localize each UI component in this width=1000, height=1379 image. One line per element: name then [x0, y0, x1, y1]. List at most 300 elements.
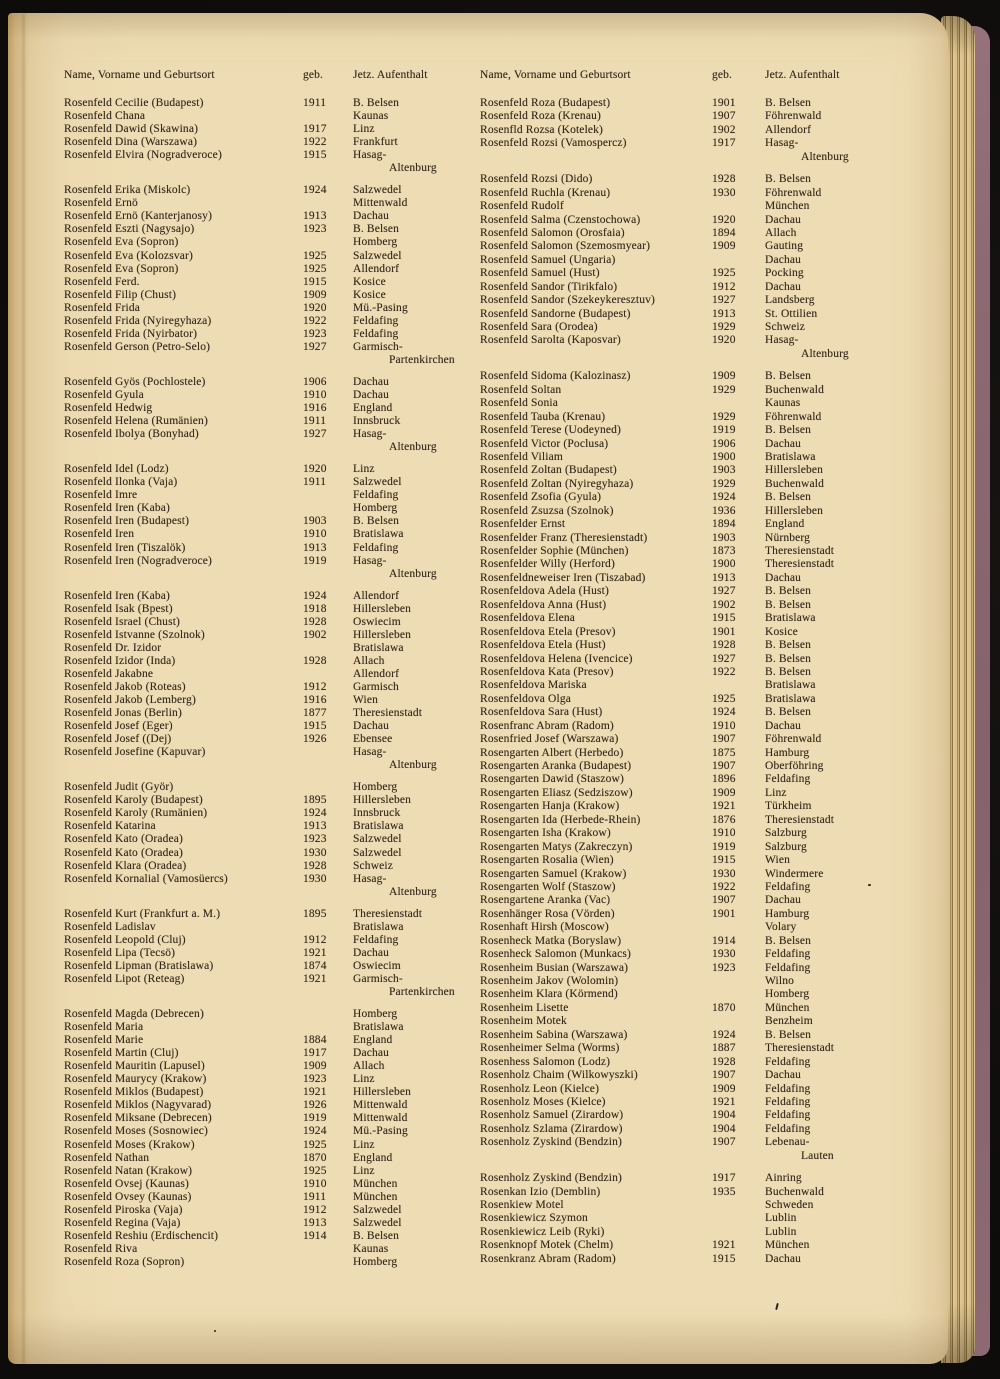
- registry-column-left: [64, 69, 476, 1278]
- name-cell: Rosenfeld Sandor (Tirikfalo): [480, 280, 618, 293]
- residence-cell: Dachau: [765, 719, 802, 732]
- name-cell: Rosenfeldova Anna (Hust): [480, 598, 607, 611]
- ink-speck: [214, 1330, 216, 1332]
- table-row: [480, 773, 888, 786]
- residence-cell: Bratislawa: [353, 641, 404, 654]
- geb-cell: 1903: [712, 531, 736, 544]
- name-cell: Rosenfeld Isak (Bpest): [64, 602, 173, 615]
- geb-cell: 1909: [712, 240, 736, 253]
- name-cell: Rosenfeldova Helena (Ivencice): [480, 652, 633, 665]
- name-cell: Rosenfeld Chana: [64, 110, 146, 123]
- residence-cell: Garmisch-: [353, 340, 403, 353]
- residence-cell: Feldafing: [765, 1095, 811, 1108]
- residence-cell: England: [353, 1034, 393, 1047]
- residence-cell: Hasag-: [353, 149, 387, 162]
- table-row: [480, 868, 888, 881]
- table-row: [480, 214, 888, 227]
- residence-cell: Garmisch-: [353, 972, 403, 985]
- geb-cell: 1919: [712, 840, 736, 853]
- table-row: [64, 1086, 476, 1099]
- table-row: [64, 276, 476, 289]
- residence-cell: Dachau: [765, 1069, 802, 1082]
- column-header: [480, 69, 888, 82]
- table-row: [480, 558, 888, 571]
- residence-cell: Buchenwald: [765, 477, 824, 490]
- name-cell: Rosenfeld Sandor (Szekeykeresztuv): [480, 294, 655, 307]
- name-cell: Rosenfeld Ilonka (Vaja): [64, 476, 178, 489]
- name-cell: Rosenfeld Sonia: [480, 397, 558, 410]
- geb-cell: 1912: [303, 933, 327, 946]
- name-cell: Rosenfeld Mauritin (Lapusel): [64, 1060, 205, 1073]
- residence-cell: Hillersleben: [765, 464, 824, 477]
- residence-cell: B. Belsen: [353, 223, 400, 236]
- geb-cell: 1924: [712, 706, 736, 719]
- table-row: [64, 197, 476, 210]
- residence-cell: Feldafing: [765, 1055, 811, 1068]
- name-cell: Rosengarten Wolf (Staszow): [480, 880, 616, 893]
- name-cell: Rosengarten Samuel (Krakow): [480, 867, 627, 880]
- residence-cell: Theresienstadt: [765, 813, 835, 826]
- geb-cell: 1920: [712, 334, 736, 347]
- name-cell: Rosenfeld Iren (Nogradveroce): [64, 554, 213, 567]
- table-row: [480, 626, 888, 639]
- table-row: [64, 376, 476, 389]
- geb-cell: 1921: [303, 1086, 327, 1099]
- table-row: [480, 1172, 888, 1185]
- residence-cell: Dachau: [765, 437, 802, 450]
- residence-cell: Lauten: [801, 1149, 834, 1162]
- geb-cell: 1903: [303, 515, 327, 528]
- name-cell: Rosenhaft Hirsh (Moscow): [480, 921, 609, 934]
- name-cell: Rosenfeld Lipot (Reteag): [64, 972, 185, 985]
- residence-cell: Lebenau-: [765, 1136, 810, 1149]
- name-cell: Rosenfeld Jonas (Berlin): [64, 707, 182, 720]
- residence-cell: England: [765, 518, 805, 531]
- name-cell: Rosenfeld Frida (Nyiregyhaza): [64, 314, 212, 327]
- ink-speck: [868, 884, 871, 886]
- name-cell: Rosenfeld Izidor (Inda): [64, 654, 176, 667]
- table-row: [64, 781, 476, 794]
- residence-cell: Oswiecim: [353, 615, 401, 628]
- residence-cell: Kaunas: [765, 397, 801, 410]
- name-cell: Rosenfeld Eszti (Nagysajo): [64, 223, 195, 236]
- table-row: [64, 184, 476, 197]
- geb-cell: 1930: [303, 846, 327, 859]
- name-cell: Rosenfeldova Mariska: [480, 679, 587, 692]
- name-cell: Rosenfeld Katarina: [64, 820, 156, 833]
- residence-cell: Schweiz: [765, 321, 806, 333]
- table-row: [64, 807, 476, 820]
- table-row: [64, 629, 476, 642]
- geb-cell: 1925: [712, 267, 736, 280]
- geb-cell: 1927: [712, 294, 736, 307]
- table-row: [480, 747, 888, 760]
- geb-cell: 1915: [303, 275, 327, 288]
- table-row: [480, 760, 888, 773]
- geb-cell: 1911: [303, 97, 327, 109]
- residence-cell: England: [353, 1151, 393, 1164]
- geb-cell: 1929: [712, 477, 736, 490]
- table-row: [480, 370, 888, 383]
- geb-cell: 1925: [303, 262, 327, 275]
- name-cell: Rosenfeld Natan (Krakow): [64, 1164, 193, 1177]
- geb-cell: 1907: [712, 733, 736, 746]
- geb-cell: 1875: [712, 746, 736, 759]
- geb-cell: 1928: [712, 173, 736, 186]
- table-row: [480, 1253, 888, 1266]
- table-row: [64, 908, 476, 921]
- geb-cell: 1922: [303, 136, 327, 149]
- name-cell: Rosenheck Salomon (Munkacs): [480, 948, 631, 961]
- geb-cell: 1877: [303, 707, 327, 720]
- residence-cell: Homberg: [353, 1008, 398, 1021]
- name-cell: Rosenheim Lisette: [480, 1001, 569, 1014]
- name-cell: Rosenfeld Salma (Czenstochowa): [480, 213, 641, 226]
- entry-group: [64, 590, 476, 773]
- geb-cell: 1925: [303, 249, 327, 262]
- geb-cell: 1923: [303, 833, 327, 846]
- table-row: [64, 1165, 476, 1178]
- residence-cell: Bratislawa: [765, 692, 816, 705]
- residence-cell: Mittenwald: [353, 1099, 408, 1112]
- name-cell: Rosenfeld Maria: [64, 1021, 144, 1034]
- name-cell: Rosenfeld Iren (Kaba): [64, 589, 170, 602]
- residence-cell: Salzwedel: [353, 846, 402, 859]
- name-cell: Rosenfeld Dina (Warszawa): [64, 136, 198, 149]
- name-cell: Rosenheck Matka (Boryslaw): [480, 934, 622, 947]
- table-row: [64, 794, 476, 807]
- table-row: [480, 240, 888, 253]
- name-cell: Rosenfeld Karoly (Rumänien): [64, 807, 208, 820]
- table-row: [64, 428, 476, 441]
- geb-cell: 1913: [303, 820, 327, 833]
- geb-cell: 1895: [303, 794, 327, 807]
- table-row: [480, 666, 888, 679]
- table-row: [64, 389, 476, 402]
- geb-cell: 1909: [303, 1060, 327, 1073]
- name-cell: Rosenfelder Ernst: [480, 518, 566, 531]
- name-cell: Rosenfeld Gerson (Petro-Selo): [64, 340, 211, 353]
- geb-cell: 1906: [712, 437, 736, 450]
- name-cell: Rosenfeld Zsuzsa (Szolnok): [480, 504, 614, 517]
- residence-cell: Bratislawa: [353, 528, 404, 541]
- geb-cell: 1895: [303, 907, 327, 920]
- table-row: [480, 1029, 888, 1042]
- name-cell: Rosenfeld Miklos (Nagyvarad): [64, 1099, 212, 1112]
- residence-cell: Dachau: [353, 210, 390, 223]
- name-cell: Rosenknopf Motek (Chelm): [480, 1239, 614, 1252]
- geb-cell: 1904: [712, 1122, 736, 1135]
- geb-cell: 1928: [303, 654, 327, 667]
- residence-cell: Partenkirchen: [389, 353, 455, 366]
- table-row: [480, 518, 888, 531]
- residence-cell: Allendorf: [353, 262, 400, 275]
- name-cell: Rosenholz Leon (Kielce): [480, 1082, 600, 1095]
- residence-cell: B. Belsen: [353, 515, 400, 528]
- name-cell: Rosenholz Samuel (Zirardow): [480, 1109, 624, 1122]
- table-row: [64, 733, 476, 746]
- name-cell: Rosenfeld Lipa (Tecsö): [64, 946, 176, 959]
- residence-cell: Feldafing: [765, 948, 811, 961]
- residence-cell: Altenburg: [389, 162, 437, 175]
- geb-cell: 1915: [303, 720, 327, 733]
- geb-cell: 1912: [303, 680, 327, 693]
- geb-cell: 1915: [712, 1252, 736, 1265]
- name-cell: Rosenfeld Ladislav: [64, 920, 156, 933]
- table-row: [480, 334, 888, 347]
- table-row: [480, 200, 888, 213]
- registry-column-right: [480, 69, 888, 1275]
- table-row: [64, 315, 476, 328]
- header-residence-label: Jetz. Aufenthalt: [353, 69, 428, 81]
- geb-cell: 1917: [303, 1047, 327, 1060]
- name-cell: Rosenfeld Jakob (Roteas): [64, 680, 186, 693]
- residence-cell: Linz: [353, 1138, 375, 1151]
- table-row: [64, 402, 476, 415]
- residence-cell: Salzwedel: [353, 833, 402, 846]
- geb-cell: 1927: [712, 652, 736, 665]
- residence-cell: Lublin: [765, 1212, 797, 1225]
- table-row: [480, 706, 888, 719]
- table-row-continuation: [64, 162, 476, 175]
- table-row: [64, 1204, 476, 1217]
- residence-cell: Windermere: [765, 867, 824, 880]
- geb-cell: 1921: [303, 946, 327, 959]
- residence-cell: Feldafing: [765, 773, 811, 786]
- name-cell: Rosenfeld Iren: [64, 528, 135, 541]
- name-cell: Rosengarten Matys (Zakreczyn): [480, 840, 633, 853]
- residence-cell: Altenburg: [801, 150, 849, 163]
- table-row: [64, 1021, 476, 1034]
- geb-cell: 1916: [303, 694, 327, 707]
- name-cell: Rosenfeld Kurt (Frankfurt a. M.): [64, 907, 221, 920]
- entry-group: [64, 184, 476, 367]
- residence-cell: München: [765, 1239, 810, 1252]
- name-cell: Rosenfeldneweiser Iren (Tiszabad): [480, 571, 646, 584]
- residence-cell: Oberföhring: [765, 760, 824, 772]
- table-row: [480, 1123, 888, 1136]
- name-cell: Rosenfeld Rozsi (Vamospercz): [480, 137, 627, 150]
- geb-cell: 1926: [303, 733, 327, 746]
- entry-group: [480, 370, 888, 1163]
- name-cell: Rosenfeld Elvira (Nogradveroce): [64, 149, 222, 162]
- residence-cell: Buchenwald: [765, 383, 824, 396]
- name-cell: Rosenfried Josef (Warszawa): [480, 733, 619, 746]
- table-row: [480, 921, 888, 934]
- residence-cell: Oswiecim: [353, 959, 401, 972]
- geb-cell: 1924: [712, 491, 736, 504]
- geb-cell: 1874: [303, 959, 327, 972]
- name-cell: Rosenfeld Judit (Györ): [64, 781, 174, 794]
- residence-cell: Theresienstadt: [765, 1042, 835, 1055]
- table-row: [64, 515, 476, 528]
- geb-cell: 1924: [712, 1028, 736, 1041]
- geb-cell: 1928: [303, 859, 327, 872]
- table-row: [480, 505, 888, 518]
- geb-cell: 1910: [712, 827, 736, 840]
- geb-cell: 1919: [303, 554, 327, 567]
- name-cell: Rosenfeld Roza (Krenau): [480, 110, 601, 123]
- name-cell: Rosenfeld Hedwig: [64, 402, 153, 415]
- residence-cell: Linz: [353, 463, 375, 476]
- geb-cell: 1928: [712, 639, 736, 652]
- residence-cell: Altenburg: [389, 759, 437, 772]
- residence-cell: Allendorf: [765, 123, 812, 136]
- table-row: [64, 873, 476, 886]
- name-cell: Rosenkan Izio (Demblin): [480, 1185, 601, 1198]
- geb-cell: 1917: [712, 137, 736, 150]
- residence-cell: Dachau: [353, 388, 390, 401]
- geb-cell: 1901: [712, 907, 736, 920]
- residence-cell: Feldafing: [765, 1122, 811, 1135]
- geb-cell: 1925: [712, 692, 736, 705]
- geb-cell: 1884: [303, 1034, 327, 1047]
- geb-cell: 1914: [712, 934, 736, 947]
- geb-cell: 1921: [712, 1095, 736, 1108]
- name-cell: Rosenfeldova Olga: [480, 692, 572, 705]
- table-row: [480, 841, 888, 854]
- page-gutter-crease: [22, 13, 25, 1364]
- residence-cell: Allendorf: [353, 667, 400, 680]
- name-cell: Rosenfeld Eva (Sopron): [64, 262, 179, 275]
- table-row: [480, 787, 888, 800]
- residence-cell: Dachau: [765, 1252, 802, 1265]
- name-cell: Rosenfeld Ernö: [64, 197, 138, 210]
- name-cell: Rosenfeld Zoltan (Nyiregyhaza): [480, 477, 634, 490]
- table-row: [64, 289, 476, 302]
- table-row: [480, 438, 888, 451]
- geb-cell: 1921: [712, 800, 736, 813]
- name-cell: Rosenfeld Imre: [64, 489, 138, 502]
- geb-cell: 1921: [712, 1239, 736, 1252]
- geb-cell: 1911: [303, 415, 327, 428]
- residence-cell: München: [765, 1001, 810, 1014]
- table-row: [64, 616, 476, 629]
- geb-cell: 1917: [712, 1172, 736, 1185]
- residence-cell: Föhrenwald: [765, 410, 822, 423]
- residence-cell: Altenburg: [389, 441, 437, 454]
- name-cell: Rosenfeld Israel (Chust): [64, 615, 181, 628]
- geb-cell: 1913: [303, 541, 327, 554]
- residence-cell: Nürnberg: [765, 531, 811, 544]
- residence-cell: Salzwedel: [353, 1216, 402, 1229]
- residence-cell: B. Belsen: [765, 97, 812, 109]
- entry-group: [64, 908, 476, 999]
- table-row: [64, 668, 476, 681]
- name-cell: Rosenfeld Terese (Uodeyned): [480, 424, 621, 437]
- name-cell: Rosenheim Jakov (Wolomin): [480, 975, 619, 987]
- residence-cell: Salzwedel: [353, 184, 402, 197]
- table-row: [480, 124, 888, 137]
- name-cell: Rosenfelder Willy (Herford): [480, 558, 615, 571]
- name-cell: Rosenfeld Maurycy (Krakow): [64, 1073, 207, 1086]
- table-row: [64, 820, 476, 833]
- table-row: [480, 854, 888, 867]
- geb-cell: 1929: [712, 410, 736, 423]
- residence-cell: Kosice: [353, 275, 386, 288]
- geb-cell: 1923: [712, 961, 736, 974]
- name-cell: Rosenfeld Gyös (Pochlostele): [64, 375, 206, 388]
- name-cell: Rosenfeld Cecilie (Budapest): [64, 97, 204, 109]
- geb-cell: 1927: [303, 340, 327, 353]
- geb-cell: 1935: [712, 1185, 736, 1198]
- name-cell: Rosenfeld Salomon (Szemosmyear): [480, 240, 651, 253]
- geb-cell: 1907: [712, 110, 736, 123]
- residence-cell: Volary: [765, 921, 797, 934]
- column-header: [64, 69, 476, 82]
- residence-cell: Bratislawa: [765, 679, 816, 692]
- name-cell: Rosenheim Motek: [480, 1015, 567, 1028]
- table-row: [480, 881, 888, 894]
- table-row: [480, 451, 888, 464]
- geb-cell: 1910: [712, 719, 736, 732]
- residence-cell: Gauting: [765, 240, 804, 253]
- table-row: [480, 308, 888, 321]
- residence-cell: Theresienstadt: [353, 707, 423, 720]
- residence-cell: B. Belsen: [765, 934, 812, 947]
- residence-cell: Theresienstadt: [353, 907, 423, 920]
- residence-cell: Hasag-: [353, 746, 387, 759]
- residence-cell: B. Belsen: [765, 585, 812, 598]
- geb-cell: 1913: [303, 1216, 327, 1229]
- name-cell: Rosenholz Zyskind (Bendzin): [480, 1172, 623, 1185]
- entry-group: [64, 463, 476, 580]
- geb-cell: 1903: [712, 464, 736, 477]
- residence-cell: Mü.-Pasing: [353, 301, 408, 314]
- table-row: [480, 1042, 888, 1055]
- table-row: [64, 603, 476, 616]
- geb-cell: 1917: [303, 123, 327, 136]
- name-cell: Rosenfeld Moses (Sosnowiec): [64, 1125, 208, 1138]
- table-row: [480, 187, 888, 200]
- table-row: [480, 679, 888, 692]
- table-row: [480, 110, 888, 123]
- table-row: [64, 1191, 476, 1204]
- table-row-continuation: [480, 348, 888, 361]
- registry-page: [8, 13, 948, 1364]
- table-row-continuation: [64, 759, 476, 772]
- name-cell: Rosenfeldova Adela (Hust): [480, 585, 609, 598]
- geb-cell: 1894: [712, 518, 736, 531]
- name-cell: Rosenfeld Moses (Krakow): [64, 1138, 195, 1151]
- residence-cell: Dachau: [353, 946, 390, 959]
- geb-cell: 1924: [303, 589, 327, 602]
- geb-cell: 1909: [712, 1082, 736, 1095]
- name-cell: Rosenfeld Filip (Chust): [64, 288, 177, 301]
- geb-cell: 1922: [303, 314, 327, 327]
- name-cell: Rosenfeld Magda (Debrecen): [64, 1008, 204, 1021]
- geb-cell: 1913: [712, 307, 736, 320]
- table-row: [480, 1212, 888, 1225]
- table-row: [64, 123, 476, 136]
- table-row: [64, 1060, 476, 1073]
- name-cell: Rosenfeld Josef (Eger): [64, 720, 173, 733]
- residence-cell: Linz: [353, 123, 375, 136]
- residence-cell: Dachau: [765, 571, 802, 584]
- geb-cell: 1925: [303, 1164, 327, 1177]
- residence-cell: Föhrenwald: [765, 186, 822, 199]
- geb-cell: 1924: [303, 1125, 327, 1138]
- residence-cell: B. Belsen: [765, 491, 812, 504]
- geb-cell: 1923: [303, 223, 327, 236]
- entry-group: [480, 97, 888, 164]
- geb-cell: 1920: [303, 301, 327, 314]
- geb-cell: 1923: [303, 1073, 327, 1086]
- entry-group: [64, 376, 476, 454]
- table-row: [480, 281, 888, 294]
- geb-cell: 1873: [712, 545, 736, 557]
- residence-cell: England: [353, 402, 393, 415]
